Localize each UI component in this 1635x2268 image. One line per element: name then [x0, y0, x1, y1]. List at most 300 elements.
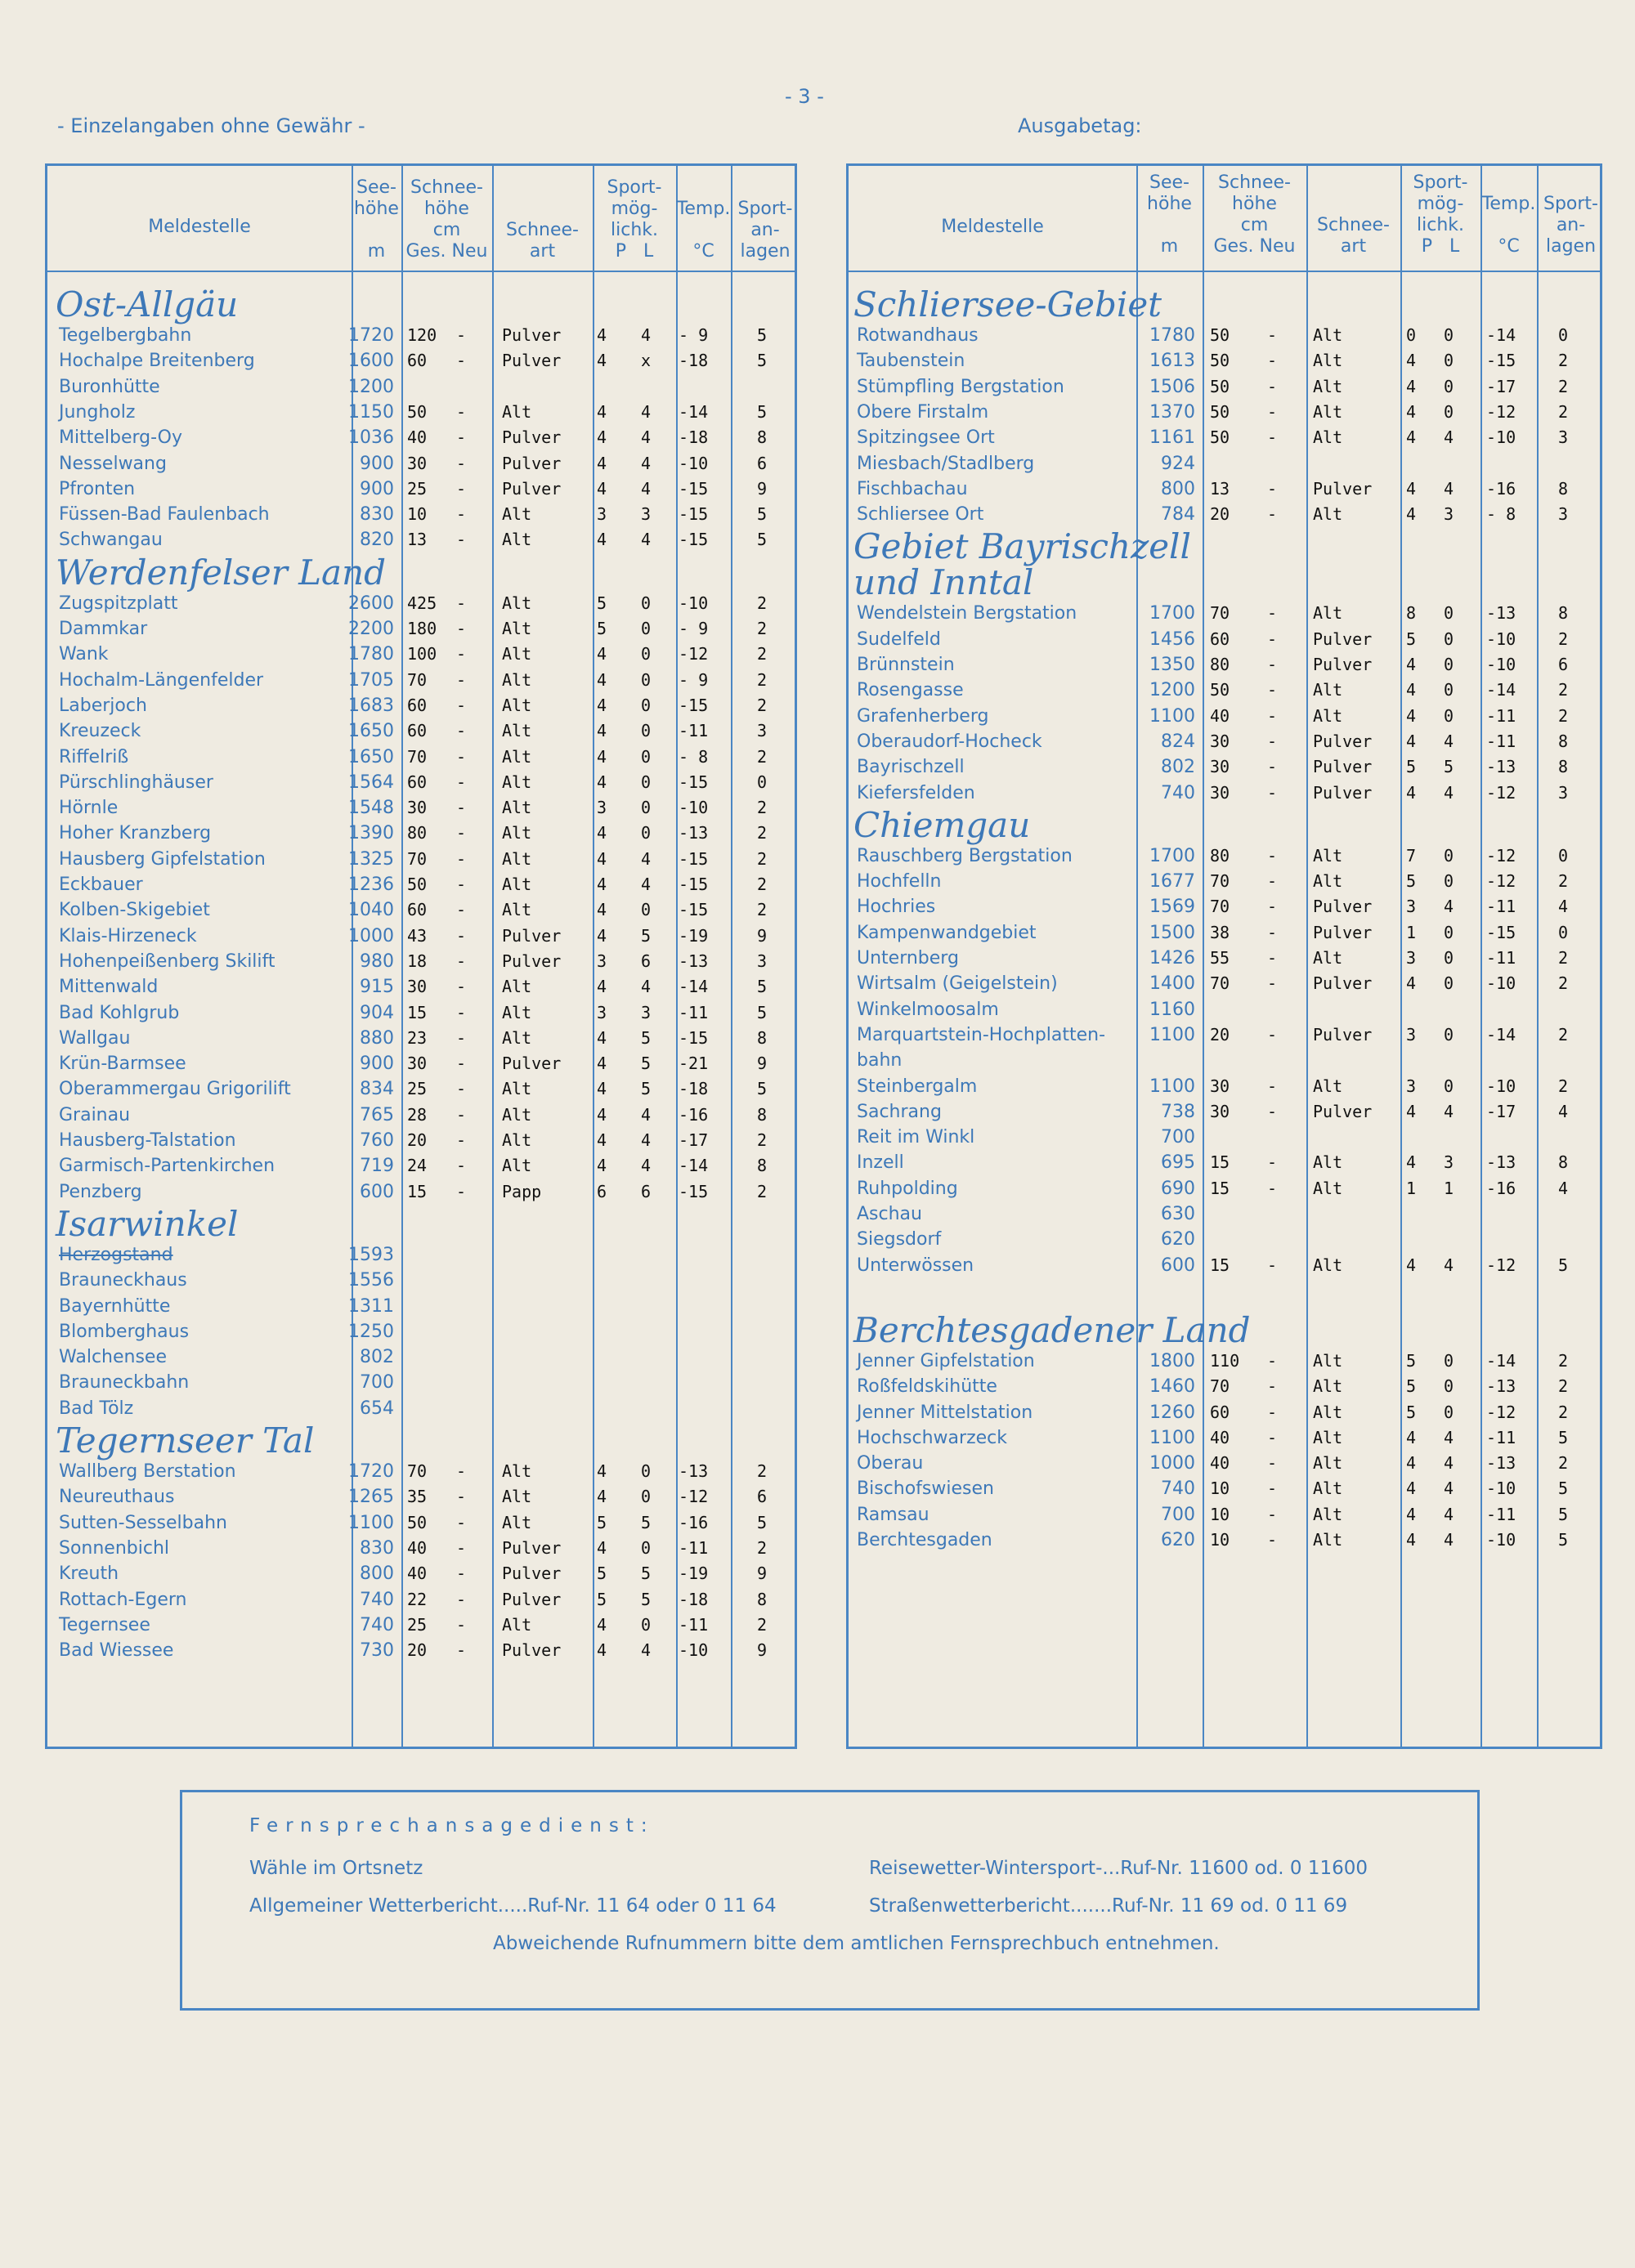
- snow-type: Alt: [1313, 376, 1343, 396]
- elevation: 620: [1161, 1229, 1195, 1250]
- temperature: -15: [679, 695, 709, 715]
- station-row: [849, 1022, 1600, 1048]
- station-row: [47, 1051, 795, 1076]
- snow-type: Alt: [1313, 1478, 1343, 1499]
- station-row: [849, 704, 1600, 729]
- elevation: 1683: [348, 695, 394, 716]
- station-row: [849, 781, 1600, 806]
- sport-piste: 4: [1406, 655, 1417, 674]
- station-name: Klais-Hirzeneck: [59, 925, 197, 946]
- station-row: [47, 1294, 795, 1319]
- station-row: [47, 1103, 795, 1128]
- sport-loipe: 0: [1444, 325, 1454, 345]
- snow-new: -: [1267, 376, 1278, 396]
- lift-count: 2: [1558, 401, 1569, 422]
- station-row: [47, 527, 795, 552]
- sport-piste: 6: [597, 1181, 607, 1201]
- sport-loipe: 4: [641, 530, 652, 550]
- snow-type: Alt: [502, 644, 532, 664]
- sport-piste: 4: [1406, 973, 1417, 994]
- station-name: Oberaudorf-Hocheck: [857, 731, 1042, 752]
- lift-count: 4: [1558, 897, 1569, 917]
- sport-loipe: 4: [641, 875, 652, 894]
- elevation: 900: [360, 478, 394, 499]
- header-snow-type: Schnee- art: [506, 220, 579, 262]
- elevation: 1677: [1149, 871, 1195, 892]
- station-row: [849, 869, 1600, 894]
- temperature: -14: [1486, 680, 1516, 700]
- temperature: -12: [1486, 1255, 1516, 1275]
- sport-loipe: 0: [641, 644, 652, 664]
- snow-total: 20: [1210, 504, 1230, 525]
- snow-type: Alt: [1313, 427, 1343, 448]
- snow-type: Alt: [1313, 1255, 1343, 1275]
- snow-type: Pulver: [502, 325, 562, 345]
- sport-loipe: 0: [1444, 1076, 1454, 1096]
- snow-new: -: [456, 478, 467, 499]
- station-row: [849, 1099, 1600, 1125]
- sport-piste: 4: [1406, 731, 1417, 751]
- station-row: [849, 652, 1600, 678]
- station-row: [47, 1319, 795, 1344]
- station-row: [47, 642, 795, 667]
- header-snow-depth: Schnee- höhe cm Ges. Neu: [405, 177, 488, 262]
- elevation: 600: [1161, 1255, 1195, 1276]
- station-row: [47, 1268, 795, 1293]
- sport-loipe: 0: [1444, 1402, 1454, 1422]
- sport-piste: 4: [1406, 1478, 1417, 1499]
- temperature: - 8: [679, 746, 709, 767]
- elevation: 1311: [348, 1295, 394, 1317]
- temperature: -13: [679, 823, 709, 843]
- elevation: 719: [360, 1156, 394, 1177]
- lift-count: 5: [757, 401, 768, 422]
- lift-count: 0: [1558, 845, 1569, 866]
- elevation: 700: [1161, 1127, 1195, 1148]
- station-name: Mittenwald: [59, 977, 159, 998]
- snow-total: 40: [407, 1537, 428, 1558]
- sport-loipe: 4: [641, 1104, 652, 1125]
- snow-new: -: [456, 951, 467, 971]
- snow-total: 18: [407, 951, 428, 971]
- snow-type: Pulver: [1313, 922, 1373, 942]
- lift-count: 2: [1558, 1402, 1569, 1422]
- temperature: -10: [1486, 427, 1516, 448]
- sport-loipe: 6: [641, 1181, 652, 1201]
- snow-type: Pulver: [502, 1640, 562, 1661]
- sport-piste: 3: [597, 1002, 607, 1022]
- snow-type: Alt: [1313, 1152, 1343, 1173]
- snow-new: -: [456, 1053, 467, 1074]
- elevation: 1200: [1149, 680, 1195, 701]
- lift-count: 2: [1558, 1024, 1569, 1045]
- header-snow-type-right: Schnee- art: [1317, 215, 1390, 257]
- snow-new: -: [456, 427, 467, 448]
- temperature: -15: [679, 1027, 709, 1048]
- snow-total: 20: [407, 1640, 428, 1661]
- header-lifts: Sport- an- lagen: [737, 199, 793, 262]
- lift-count: 8: [757, 1027, 768, 1048]
- station-row: [47, 1344, 795, 1370]
- station-row: [47, 897, 795, 923]
- station-name: Steinbergalm: [857, 1076, 978, 1097]
- snow-new: -: [456, 823, 467, 843]
- station-name: Miesbach/Stadlberg: [857, 453, 1035, 474]
- snow-total: 50: [407, 875, 428, 894]
- snow-total: 100: [407, 644, 437, 664]
- snow-type: Alt: [502, 875, 532, 894]
- sport-loipe: 5: [641, 1053, 652, 1074]
- snow-new: -: [1267, 680, 1278, 700]
- snow-new: -: [1267, 1402, 1278, 1422]
- sport-piste: 4: [1406, 401, 1417, 422]
- sport-piste: 5: [1406, 629, 1417, 649]
- station-row: [47, 1396, 795, 1421]
- station-row: [849, 1253, 1600, 1278]
- station-name: Reit im Winkl: [857, 1127, 975, 1148]
- snow-type: Pulver: [502, 1563, 562, 1584]
- sport-loipe: 0: [1444, 922, 1454, 942]
- temperature: -12: [1486, 1402, 1516, 1422]
- sport-loipe: 0: [641, 593, 652, 613]
- sport-piste: 4: [597, 1537, 607, 1558]
- station-name: Hausberg Gipfelstation: [59, 848, 266, 870]
- station-name: Winkelmoosalm: [857, 999, 999, 1020]
- station-name: Rotwandhaus: [857, 325, 979, 346]
- snow-total: 15: [1210, 1178, 1230, 1198]
- station-name: Pürschlinghäuser: [59, 772, 213, 793]
- snow-type: Alt: [1313, 504, 1343, 525]
- station-row: [849, 1048, 1600, 1073]
- sport-piste: 4: [597, 772, 607, 792]
- snow-type: Pulver: [1313, 1024, 1373, 1045]
- snow-new: -: [1267, 1255, 1278, 1275]
- sport-loipe: 4: [641, 1130, 652, 1150]
- sport-loipe: 4: [641, 401, 652, 422]
- station-name: Marquartstein-Hochplatten-: [857, 1024, 1106, 1045]
- snow-new: -: [1267, 1504, 1278, 1524]
- temperature: -15: [1486, 351, 1516, 371]
- elevation: 1650: [348, 746, 394, 767]
- snow-type: Papp: [502, 1181, 542, 1201]
- station-row: [47, 400, 795, 425]
- temperature: -16: [679, 1104, 709, 1125]
- station-name: Kolben-Skigebiet: [59, 900, 210, 921]
- temperature: -10: [1486, 1478, 1516, 1499]
- snow-new: -: [1267, 1453, 1278, 1474]
- temperature: -18: [679, 351, 709, 371]
- station-name: Spitzingsee Ort: [857, 427, 995, 449]
- snow-new: -: [456, 1487, 467, 1507]
- sport-piste: 5: [597, 593, 607, 613]
- lift-count: 5: [1558, 1504, 1569, 1524]
- station-row: [47, 616, 795, 642]
- lift-count: 2: [757, 593, 768, 613]
- elevation: 700: [360, 1372, 394, 1393]
- station-row: [849, 476, 1600, 502]
- snow-total: 40: [1210, 705, 1230, 726]
- snow-type: Alt: [502, 593, 532, 613]
- sport-piste: 4: [1406, 1427, 1417, 1447]
- elevation: 620: [1161, 1530, 1195, 1550]
- header-sport-right: Sport- mög- lichk. P L: [1413, 172, 1468, 257]
- sport-loipe: 5: [641, 1563, 652, 1584]
- lift-count: 2: [1558, 1376, 1569, 1397]
- snow-total: 55: [1210, 948, 1230, 968]
- snow-total: 60: [407, 695, 428, 715]
- snow-new: -: [456, 1512, 467, 1532]
- header-temperature-right: Temp. °C: [1481, 194, 1536, 257]
- snow-total: 15: [407, 1181, 428, 1201]
- temperature: -17: [679, 1130, 709, 1150]
- elevation: 1265: [348, 1487, 394, 1508]
- station-name: Dammkar: [59, 619, 148, 639]
- sport-loipe: 4: [641, 427, 652, 448]
- snow-type: Alt: [502, 530, 532, 550]
- station-name: Jenner Gipfelstation: [857, 1350, 1035, 1371]
- station-name: Oberau: [857, 1453, 924, 1474]
- snow-type: Alt: [502, 848, 532, 869]
- station-row: [849, 971, 1600, 996]
- station-name: Brauneckbahn: [59, 1372, 190, 1393]
- station-name: Fischbachau: [857, 478, 968, 499]
- elevation: 738: [1161, 1101, 1195, 1122]
- phone-service-title: Fernsprechansagedienst:: [249, 1815, 655, 1836]
- station-row: [849, 348, 1600, 374]
- station-row: [47, 591, 795, 616]
- station-name: Walchensee: [59, 1347, 167, 1368]
- snow-type: Alt: [1313, 1504, 1343, 1524]
- snow-new: -: [1267, 655, 1278, 674]
- sport-piste: 4: [597, 325, 607, 345]
- sport-loipe: 0: [1444, 1376, 1454, 1397]
- lift-count: 2: [1558, 680, 1569, 700]
- lift-count: 2: [757, 644, 768, 664]
- snow-total: 70: [1210, 973, 1230, 994]
- snow-total: 10: [1210, 1530, 1230, 1550]
- sport-piste: 4: [597, 1156, 607, 1176]
- snow-total: 24: [407, 1156, 428, 1176]
- snow-total: 70: [1210, 1376, 1230, 1397]
- station-row: [849, 1528, 1600, 1553]
- station-name: Wank: [59, 644, 109, 665]
- sport-piste: 4: [597, 746, 607, 767]
- lift-count: 2: [757, 875, 768, 894]
- temperature: -14: [679, 977, 709, 997]
- sport-piste: 4: [597, 875, 607, 894]
- snow-total: 60: [407, 900, 428, 920]
- lift-count: 5: [1558, 1427, 1569, 1447]
- station-row: [849, 425, 1600, 450]
- sport-piste: 3: [1406, 1024, 1417, 1045]
- sport-piste: 4: [1406, 504, 1417, 525]
- temperature: -16: [1486, 1178, 1516, 1198]
- sport-piste: 1: [1406, 1178, 1417, 1198]
- snow-new: -: [1267, 1152, 1278, 1173]
- right-table: [846, 163, 1602, 1749]
- snow-type: Pulver: [1313, 973, 1373, 994]
- lift-count: 5: [757, 325, 768, 345]
- snow-new: -: [456, 772, 467, 792]
- elevation: 830: [360, 504, 394, 526]
- sport-loipe: x: [641, 351, 652, 371]
- snow-total: 50: [1210, 427, 1230, 448]
- elevation: 924: [1161, 453, 1195, 474]
- station-name: Jenner Mittelstation: [857, 1402, 1033, 1423]
- elevation: 630: [1161, 1204, 1195, 1224]
- snow-new: -: [1267, 845, 1278, 866]
- sport-piste: 4: [1406, 1152, 1417, 1173]
- snow-new: -: [1267, 922, 1278, 942]
- station-row: [47, 668, 795, 693]
- sport-loipe: 4: [1444, 782, 1454, 803]
- snow-type: Pulver: [1313, 782, 1373, 803]
- elevation: 1800: [1149, 1350, 1195, 1371]
- lift-count: 8: [757, 1589, 768, 1609]
- sport-loipe: 0: [1444, 401, 1454, 422]
- snow-total: 15: [1210, 1152, 1230, 1173]
- lift-count: 8: [1558, 478, 1569, 499]
- snow-type: Alt: [502, 823, 532, 843]
- station-row: [47, 425, 795, 450]
- station-row: [849, 627, 1600, 652]
- snow-new: -: [456, 746, 467, 767]
- station-row: [47, 1613, 795, 1638]
- sport-piste: 3: [597, 951, 607, 971]
- sport-piste: 4: [597, 1461, 607, 1481]
- sport-piste: 4: [597, 900, 607, 920]
- elevation: 800: [360, 1563, 394, 1585]
- lift-count: 9: [757, 1640, 768, 1661]
- sport-piste: 3: [597, 504, 607, 525]
- temperature: -10: [679, 1640, 709, 1661]
- snow-type: Alt: [1313, 1402, 1343, 1422]
- temperature: -12: [679, 644, 709, 664]
- elevation: 1564: [348, 772, 394, 793]
- snow-total: 50: [1210, 680, 1230, 700]
- station-row: [849, 843, 1600, 869]
- elevation: 802: [1161, 757, 1195, 778]
- snow-new: -: [456, 1461, 467, 1481]
- temperature: -11: [1486, 948, 1516, 968]
- lift-count: 2: [757, 1537, 768, 1558]
- snow-new: -: [456, 1589, 467, 1609]
- elevation: 1236: [348, 875, 394, 895]
- snow-new: -: [456, 1614, 467, 1635]
- snow-new: -: [1267, 603, 1278, 624]
- station-row: [849, 1425, 1600, 1451]
- temperature: -15: [1486, 922, 1516, 942]
- snow-total: 30: [1210, 782, 1230, 803]
- station-row: [47, 1153, 795, 1179]
- station-row: [47, 847, 795, 872]
- station-name: Sutten-Sesselbahn: [59, 1512, 227, 1533]
- snow-type: Alt: [1313, 1530, 1343, 1550]
- header-lifts-right: Sport- an- lagen: [1543, 194, 1598, 257]
- lift-count: 8: [1558, 757, 1569, 777]
- lift-count: 6: [757, 1487, 768, 1507]
- lift-count: 2: [757, 1614, 768, 1635]
- station-row: [849, 1476, 1600, 1501]
- sport-piste: 4: [597, 1614, 607, 1635]
- lift-count: 0: [1558, 922, 1569, 942]
- lift-count: 2: [757, 848, 768, 869]
- station-name: Brauneckhaus: [59, 1270, 187, 1291]
- elevation: 1260: [1149, 1402, 1195, 1423]
- station-name: Sudelfeld: [857, 629, 941, 650]
- region-heading: Berchtesgadener Land: [853, 1309, 1251, 1350]
- snow-type: Alt: [502, 1104, 532, 1125]
- lift-count: 6: [1558, 655, 1569, 674]
- snow-total: 20: [407, 1130, 428, 1150]
- temperature: - 9: [679, 619, 709, 638]
- snow-type: Pulver: [502, 1537, 562, 1558]
- temperature: -11: [679, 1614, 709, 1635]
- station-name: Krün-Barmsee: [59, 1053, 186, 1075]
- snow-total: 110: [1210, 1350, 1240, 1371]
- snow-type: Alt: [1313, 351, 1343, 371]
- snow-total: 30: [407, 453, 428, 473]
- snow-new: -: [456, 798, 467, 818]
- temperature: -10: [1486, 1076, 1516, 1096]
- snow-total: 180: [407, 619, 437, 638]
- station-name: Unternberg: [857, 948, 959, 968]
- station-row: [47, 924, 795, 949]
- snow-total: 70: [1210, 603, 1230, 624]
- station-row: [849, 1125, 1600, 1150]
- issue-date-label: Ausgabetag:: [1018, 114, 1142, 137]
- elevation: 784: [1161, 504, 1195, 526]
- sport-piste: 5: [1406, 1402, 1417, 1422]
- snow-total: 38: [1210, 922, 1230, 942]
- elevation: 740: [360, 1614, 394, 1635]
- sport-piste: 4: [1406, 376, 1417, 396]
- temperature: - 8: [1486, 504, 1516, 525]
- header-station-right: Meldestelle: [941, 217, 1044, 237]
- sport-piste: 4: [597, 1027, 607, 1048]
- snow-type: Pulver: [502, 951, 562, 971]
- station-name: Neureuthaus: [59, 1487, 175, 1508]
- sport-loipe: 0: [641, 619, 652, 638]
- sport-piste: 4: [1406, 1453, 1417, 1474]
- elevation: 1600: [348, 351, 394, 372]
- snow-total: 60: [407, 351, 428, 371]
- snow-new: -: [456, 1079, 467, 1099]
- snow-total: 70: [1210, 897, 1230, 917]
- sport-piste: 4: [597, 427, 607, 448]
- snow-type: Alt: [1313, 871, 1343, 892]
- lift-count: 8: [1558, 1152, 1569, 1173]
- snow-total: 60: [407, 721, 428, 741]
- station-name: Hochfelln: [857, 871, 942, 892]
- snow-new: -: [1267, 504, 1278, 525]
- station-row: [849, 451, 1600, 476]
- station-row: [849, 754, 1600, 780]
- station-name: Kampenwandgebiet: [857, 922, 1037, 943]
- sport-loipe: 0: [641, 900, 652, 920]
- sport-loipe: 3: [1444, 504, 1454, 525]
- station-row: [47, 770, 795, 795]
- snow-total: 60: [1210, 629, 1230, 649]
- station-row: [47, 1459, 795, 1484]
- sport-loipe: 5: [641, 1079, 652, 1099]
- snow-type: Alt: [502, 798, 532, 818]
- lift-count: 2: [1558, 1350, 1569, 1371]
- lift-count: 2: [1558, 629, 1569, 649]
- elevation: 1100: [1149, 705, 1195, 727]
- temperature: -13: [679, 951, 709, 971]
- station-name: Buronhütte: [59, 376, 160, 397]
